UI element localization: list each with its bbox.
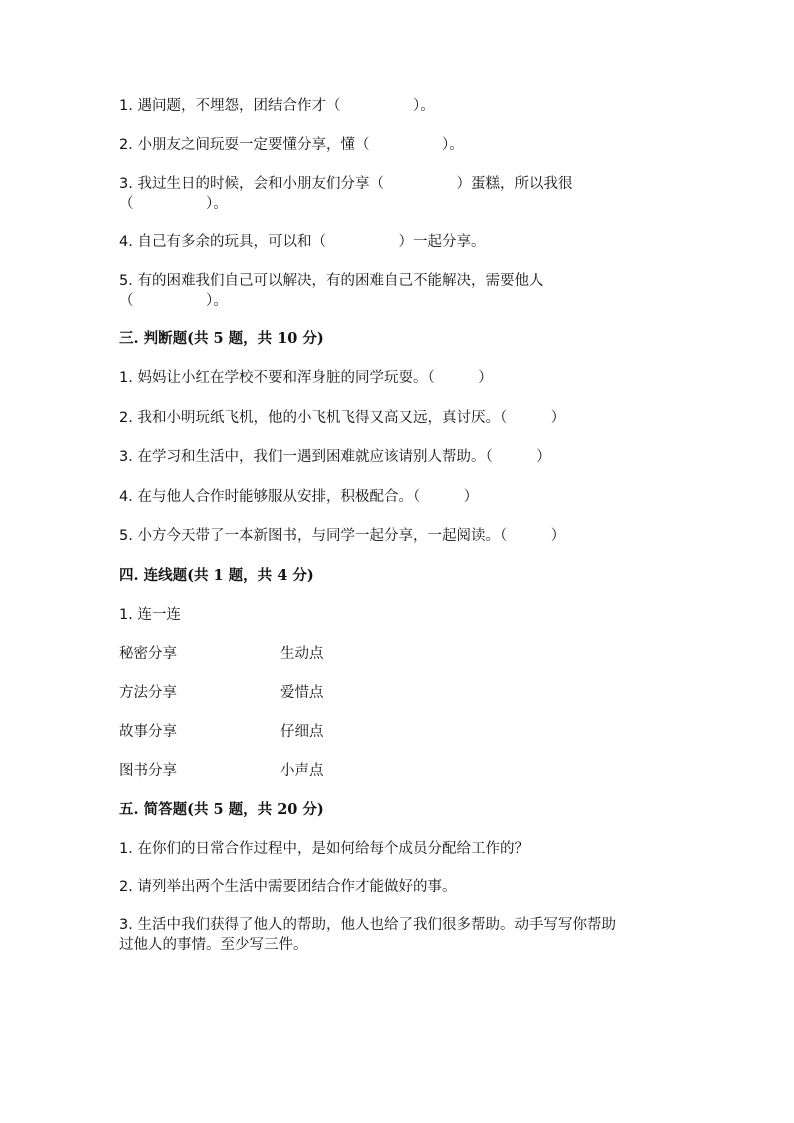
connect-section-title: 四. 连线题(共 1 题，共 4 分)	[119, 566, 314, 584]
fill-blank-question-1: 1. 遇问题，不埋怨，团结合作才（ ）。	[119, 98, 435, 114]
short-answer-section-title: 五. 简答题(共 5 题，共 20 分)	[119, 800, 324, 818]
judge-question-4: 4. 在与他人合作时能够服从安排，积极配合。（ ）	[119, 488, 479, 505]
short-answer-section	[119, 800, 679, 955]
connect-left-item: 图书分享	[119, 762, 177, 779]
judge-question-1: 1. 妈妈让小红在学校不要和浑身脏的同学玩耍。（ ）	[119, 370, 493, 386]
connect-pair-row	[119, 683, 679, 703]
judge-question-3: 3. 在学习和生活中，我们一遇到困难就应该请别人帮助。（ ）	[119, 449, 551, 466]
fill-blank-question-4: 4. 自己有多余的玩具，可以和（ ）一起分享。	[119, 234, 486, 250]
worksheet-page	[119, 96, 679, 973]
judge-section	[119, 329, 679, 546]
short-answer-question-1: 1. 在你们的日常合作过程中，是如何给每个成员分配给工作的？	[119, 840, 529, 857]
connect-question: 1. 连一连	[119, 606, 181, 623]
connect-section	[119, 566, 679, 781]
judge-question-5: 5. 小方今天带了一本新图书，与同学一起分享，一起阅读。（ ）	[119, 528, 566, 545]
connect-left-item: 故事分享	[119, 723, 177, 740]
connect-right-item: 仔细点	[280, 723, 324, 740]
connect-left-item: 秘密分享	[119, 645, 177, 662]
connect-right-item: 生动点	[280, 645, 324, 662]
judge-question-2: 2. 我和小明玩纸飞机，他的小飞机飞得又高又远，真讨厌。（ ）	[119, 409, 566, 426]
fill-blank-question-2: 2. 小朋友之间玩耍一定要懂分享，懂（ ）。	[119, 137, 464, 153]
fill-blank-question-3: 3. 我过生日的时候，会和小朋友们分享（ ）蛋糕，所以我很 （ ）。	[119, 176, 573, 212]
connect-right-item: 小声点	[280, 762, 324, 779]
connect-pair-row	[119, 761, 679, 781]
connect-pair-row	[119, 644, 679, 664]
connect-pair-row	[119, 722, 679, 742]
judge-section-title: 三. 判断题(共 5 题，共 10 分)	[119, 330, 324, 347]
connect-right-item: 爱惜点	[280, 684, 324, 701]
short-answer-question-3: 3. 生活中我们获得了他人的帮助，他人也给了我们很多帮助。动手写写你帮助 过他人的事情。至少写三件。	[119, 916, 616, 953]
fill-blank-question-5: 5. 有的困难我们自己可以解决，有的困难自己不能解决，需要他人 （ ）。	[119, 273, 544, 309]
connect-left-item: 方法分享	[119, 684, 177, 701]
short-answer-question-2: 2. 请列举出两个生活中需要团结合作才能做好的事。	[119, 878, 457, 895]
fill-blank-section	[119, 96, 679, 311]
